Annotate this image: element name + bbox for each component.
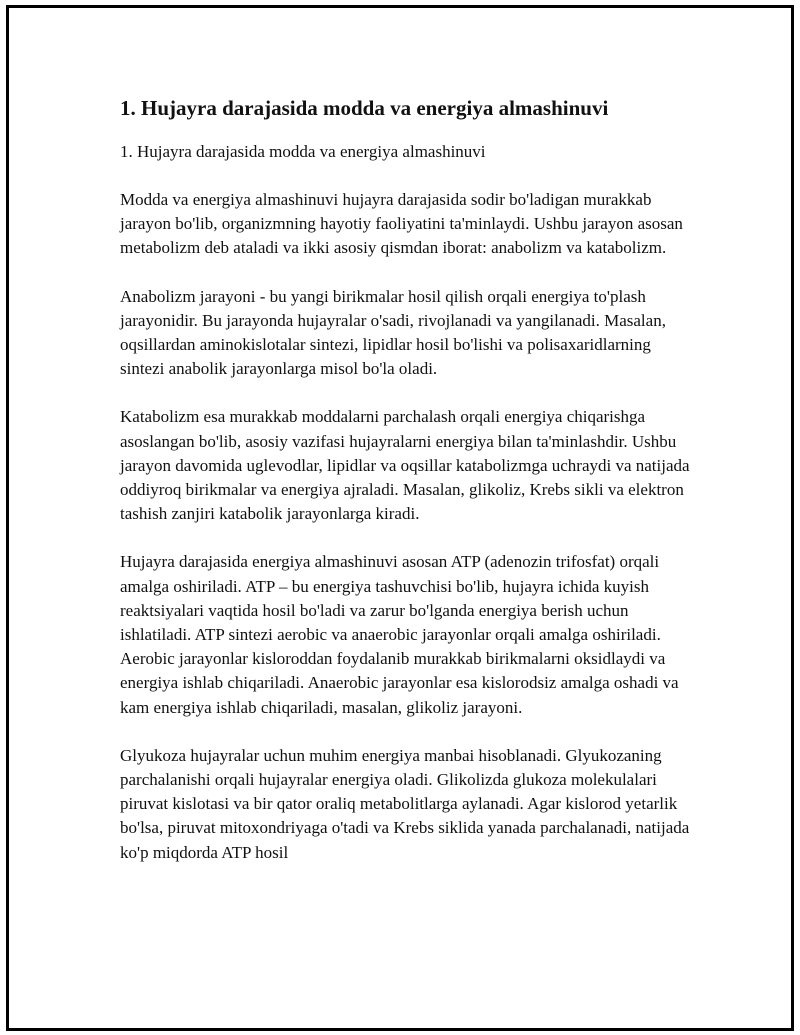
document-content — [120, 95, 695, 865]
paragraph: Hujayra darajasida energiya almashinuvi asosan ATP (adenozin trifosfat) orqali amalga oshiriladi. ATP – bu energiya tashuvchisi bo'lib, hujayra ichida kuyish reaktsiyalari vaqtida hosil bo'ladi va zarur bo'lganda energiya berish uchun ishlatiladi. ATP sintezi aerobic va anaerobic jarayonlar orqali amalga oshiriladi. Aerobic jarayonlar kisloroddan foydalanib murakkab birikmalarni oksidlaydi va energiya ishlab chiqariladi. Anaerobic jarayonlar esa kislorodsiz amalga oshadi va kam energiya ishlab chiqariladi, masalan, glikoliz jarayoni. — [120, 552, 679, 717]
paragraph: Glyukoza hujayralar uchun muhim energiya manbai hisoblanadi. Glyukozaning parchalanishi orqali hujayralar energiya oladi. Glikolizda glukoza molekulalari piruvat kislotasi va bir qator oraliq metabolitlarga aylanadi. Agar kislorod yetarlik bo'lsa, piruvat mitoxondriyaga o'tadi va Krebs siklida yanada parchalanadi, natijada ko'p miqdorda ATP hosil — [120, 745, 690, 862]
document-subtitle: 1. Hujayra darajasida modda va energiya almashinuvi — [120, 142, 486, 161]
document-title: 1. Hujayra darajasida modda va energiya almashinuvi — [120, 96, 609, 120]
paragraph: Katabolizm esa murakkab moddalarni parchalash orqali energiya chiqarishga asoslangan bo'lib, asosiy vazifasi hujayralarni energiya bilan ta'minlashdir. Ushbu jarayon davomida uglevodlar, lipidlar va oqsillar katabolizmga uchraydi va natijada oddiyroq birikmalar va energiya ajraladi. Masalan, glikoliz, Krebs sikli va elektron tashish zanjiri katabolik jarayonlarga kiradi. — [120, 407, 690, 524]
document-page — [6, 5, 794, 1031]
paragraph: Modda va energiya almashinuvi hujayra darajasida sodir bo'ladigan murakkab jarayon bo'lib, organizmning hayotiy faoliyatini ta'minlaydi. Ushbu jarayon asosan metabolizm deb ataladi va ikki asosiy qismdan iborat: anabolizm va katabolizm. — [120, 190, 683, 258]
paragraph: Anabolizm jarayoni - bu yangi birikmalar hosil qilish orqali energiya to'plash jarayonidir. Bu jarayonda hujayralar o'sadi, rivojlanadi va yangilanadi. Masalan, oqsillardan aminokislotalar sintezi, lipidlar hosil bo'lishi va polisaxaridlarning sintezi anabolik jarayonlarga misol bo'la oladi. — [120, 286, 666, 379]
